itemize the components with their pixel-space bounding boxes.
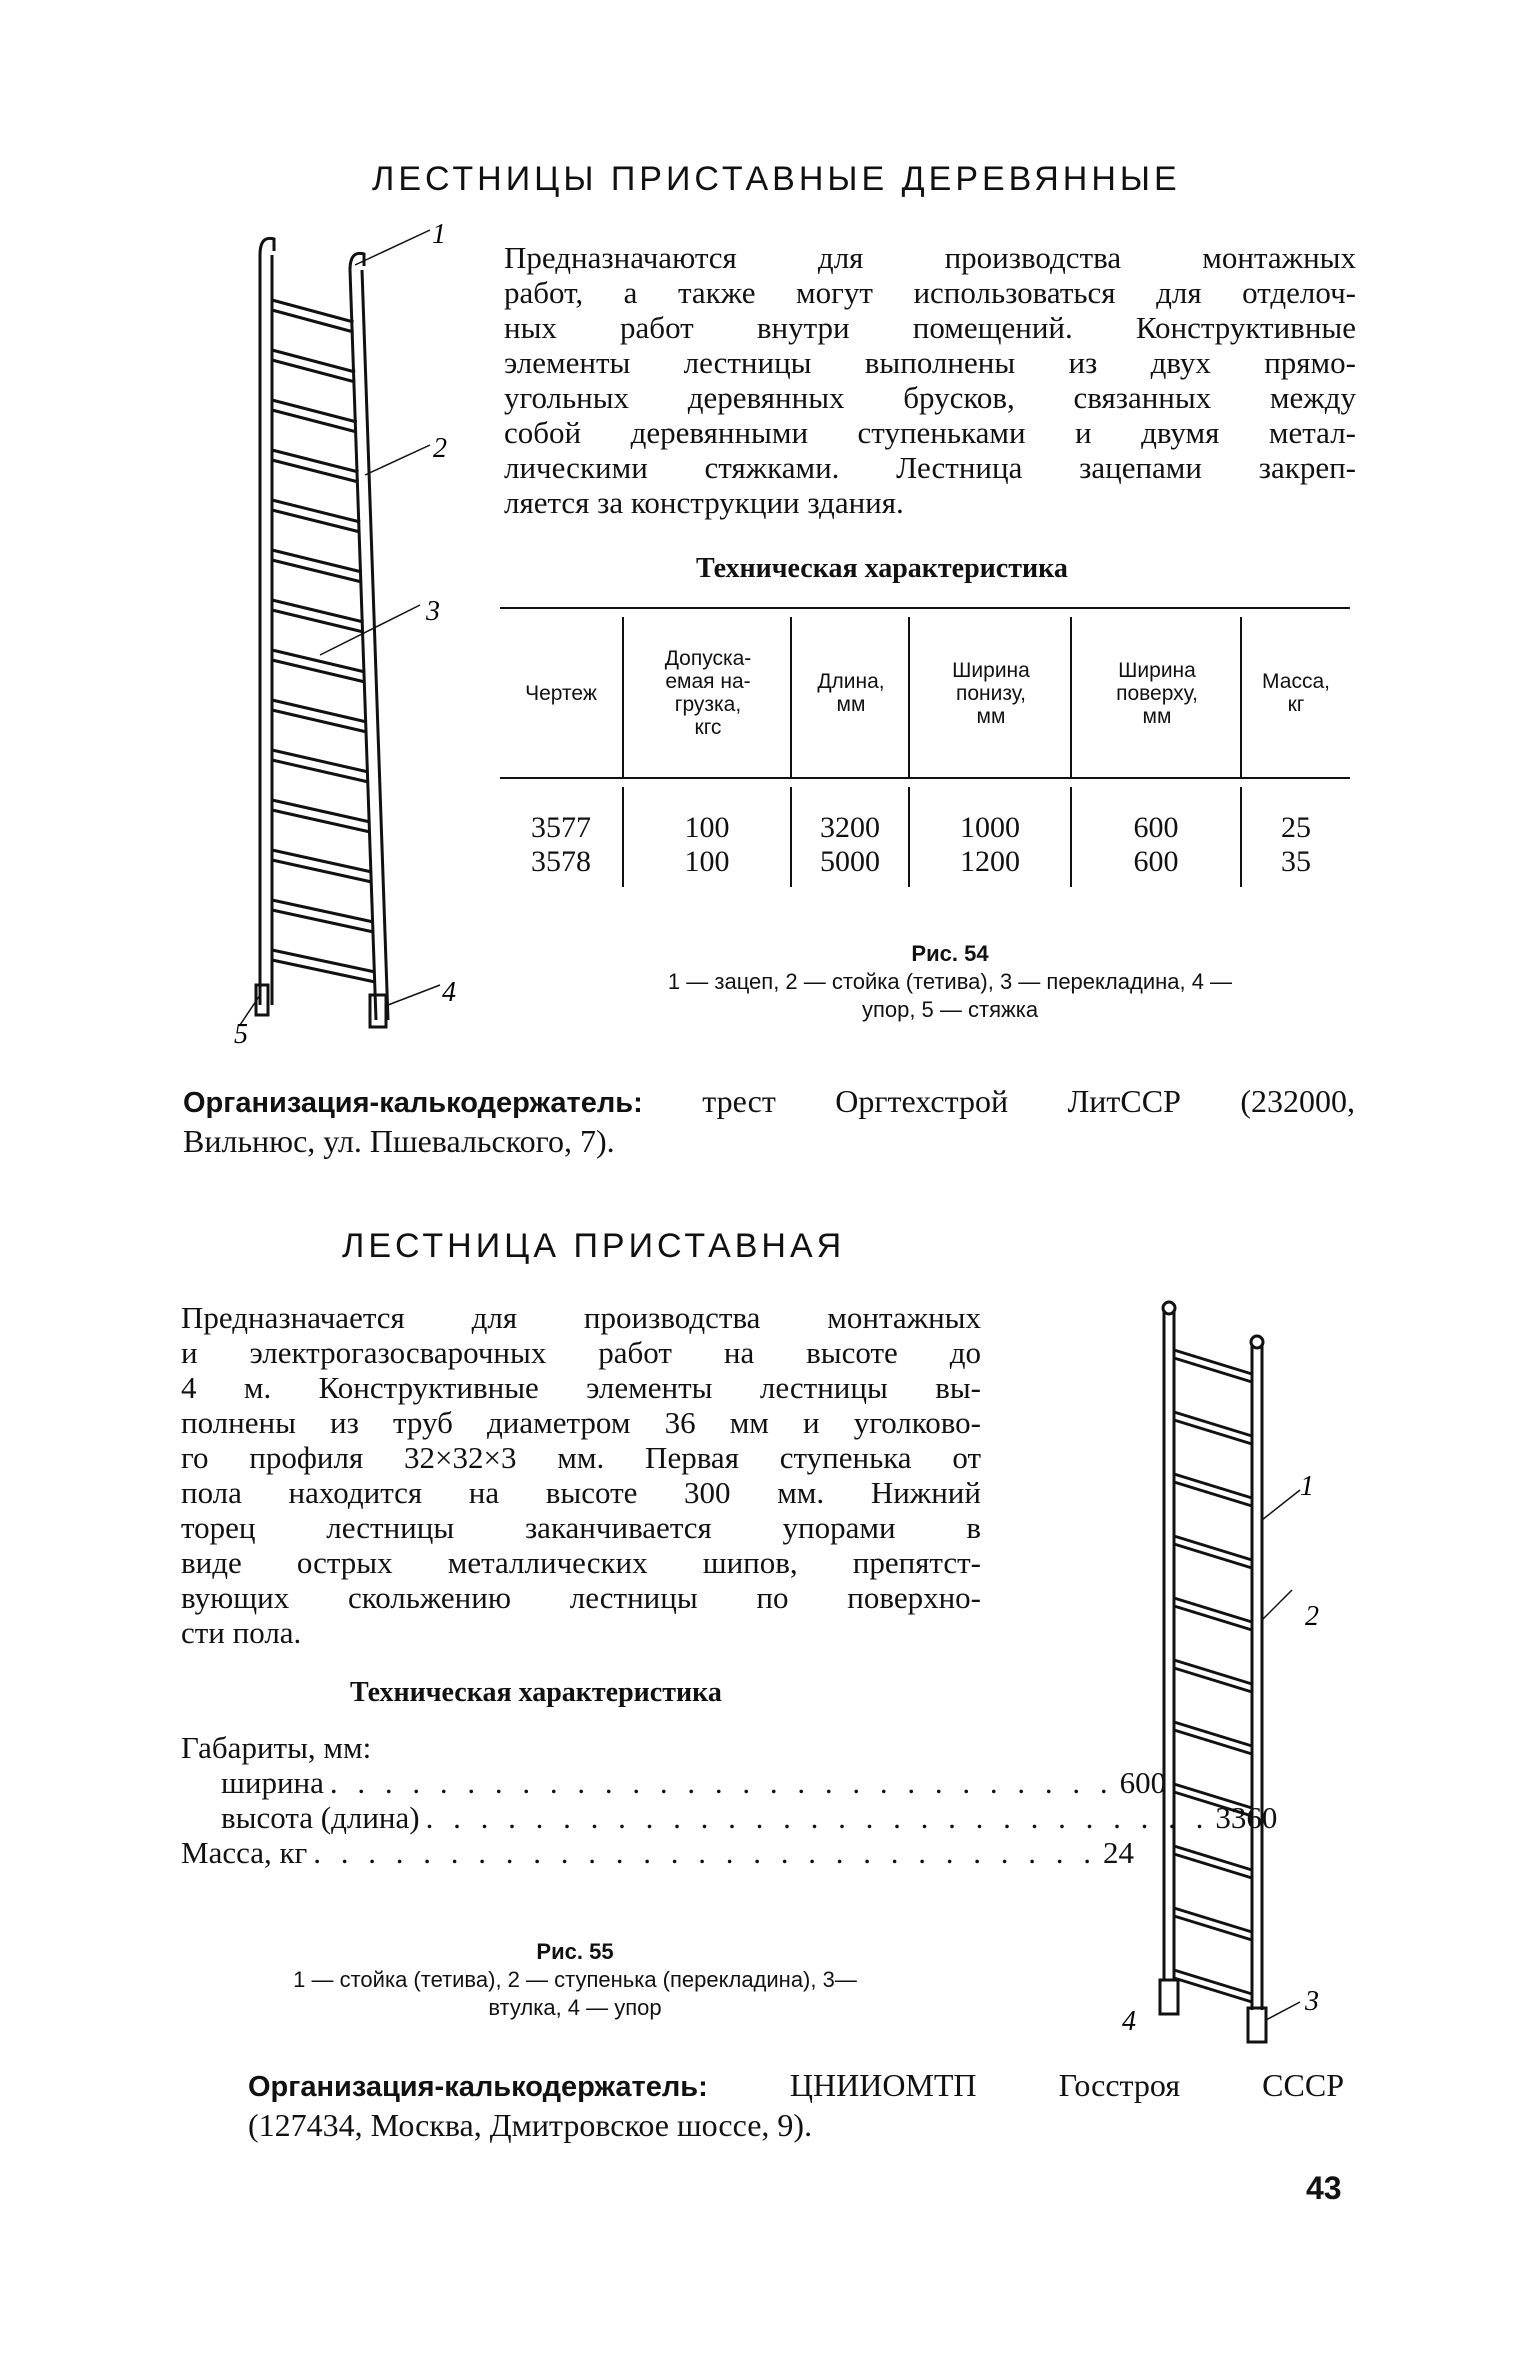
table-header-cell: Масса, кг (1262, 670, 1330, 716)
caption-line: упор, 5 — стяжка (861, 997, 1039, 1022)
spec-value: 600 (1119, 1765, 1167, 1800)
ladder-cap (1163, 1302, 1175, 1314)
section2-description (181, 1300, 981, 1650)
section1-title: ЛЕСТНИЦЫ ПРИСТАВНЫЕ ДЕРЕВЯННЫЕ (372, 160, 1181, 198)
figure-label: 1 (1300, 1471, 1314, 1502)
table-cell (1242, 805, 1350, 885)
section2-spec-title: Техническая характеристика (350, 1677, 722, 1708)
ladder-rung (1174, 1970, 1252, 2002)
ladder-rung (1174, 1660, 1252, 1692)
table-divider (908, 617, 910, 777)
ladder-hook (260, 238, 274, 255)
cell-value: 3578 (531, 845, 591, 878)
ladder-stop (1160, 1980, 1178, 2014)
ladder-rung (1174, 1536, 1252, 1568)
para-line: пола находится на высоте 300 мм. Нижний (181, 1475, 981, 1510)
table-cell (910, 805, 1070, 885)
table-cell (1072, 805, 1240, 885)
para-line: го профиля 32×32×3 мм. Первая ступенька от (181, 1440, 981, 1475)
ladder-stile (260, 255, 272, 1005)
ladder-stile (1164, 1310, 1174, 1980)
ladder-rung (272, 500, 360, 532)
para-line: 4 м. Конструктивные элементы лестницы вы- (181, 1370, 981, 1405)
cell-value: 35 (1281, 845, 1311, 878)
section1-organization (183, 1082, 1355, 1160)
cell-value: 5000 (820, 845, 880, 878)
cell-value: 3200 (820, 811, 880, 844)
spec-row (181, 1765, 1167, 1800)
leader-line (365, 445, 430, 475)
page-number: 43 (1306, 2170, 1342, 2206)
table-header-cell: Чертеж (525, 681, 597, 705)
figure-label: 4 (1122, 2006, 1136, 2037)
ladder-rung (1174, 1722, 1252, 1754)
ladder-stile (1252, 1345, 1262, 2010)
table-divider (790, 617, 792, 777)
cell-value: 25 (1281, 811, 1311, 844)
ladder-rung (272, 550, 362, 582)
ladder-rung (272, 350, 355, 382)
ladder-rung (1174, 1350, 1252, 1382)
ladder-rung (272, 750, 369, 782)
para-line: Предназначаются для производства монтажных (504, 240, 1356, 275)
figure-label: 3 (426, 596, 440, 627)
para-line: элементы лестницы выполнены из двух прямо- (504, 345, 1356, 380)
para-line: сти пола. (181, 1615, 302, 1650)
wooden-ladder-figure (230, 219, 490, 1050)
section2-spec-list (181, 1730, 1278, 1870)
spec-heading: Габариты, мм: (181, 1730, 372, 1765)
org-text: (127434, Москва, Дмитровское шоссе, 9). (248, 2107, 813, 2143)
figure54-caption (540, 940, 1360, 1024)
spec-value: 3360 (1215, 1800, 1278, 1835)
figure55-caption (160, 1938, 990, 2022)
para-line: вующих скольжению лестницы по поверхно- (181, 1580, 981, 1615)
ladder-rung (272, 700, 367, 732)
spec-label: Масса, кг (181, 1835, 308, 1870)
leader-dots: . . . . . . . . . . . . . . . . . . . . . . . . . . . . . (329, 1765, 1114, 1800)
org-text: Вильнюс, ул. Пшевальского, 7). (183, 1123, 615, 1159)
section2-organization (248, 2066, 1344, 2144)
para-line: Предназначается для производства монтажных (181, 1300, 981, 1335)
ladder-rung (272, 850, 372, 882)
para-line: ляется за конструкции здания. (504, 485, 904, 520)
para-line: и электрогазосварочных работ на высоте до (181, 1335, 981, 1370)
ladder-rung (272, 900, 374, 932)
org-label: Организация-калькодержатель: (183, 1087, 643, 1119)
ladder-rung (1174, 1846, 1252, 1878)
ladder-cap (1251, 1336, 1263, 1348)
spec-label: ширина (221, 1765, 324, 1800)
table-cell (500, 805, 622, 885)
leader-line (388, 985, 440, 1005)
figure-label: 1 (432, 219, 446, 250)
cell-value: 100 (684, 811, 730, 844)
cell-value: 1000 (960, 811, 1020, 844)
cell-value: 600 (1133, 845, 1179, 878)
para-line: полнены из труб диаметром 36 мм и уголково- (181, 1405, 981, 1440)
org-text: ЦНИИОМТП Госстроя СССР (789, 2067, 1345, 2103)
section2-title: ЛЕСТНИЦА ПРИСТАВНАЯ (342, 1227, 846, 1265)
spec-value: 24 (1103, 1835, 1135, 1870)
table-header-cell: Ширина поверху, мм (1116, 658, 1198, 728)
caption-line: 1 — стойка (тетива), 2 — ступенька (перекладина), 3— (293, 1967, 857, 1992)
caption-line: втулка, 4 — упор (488, 1995, 662, 2020)
table-header-cell: Допуска- емая на- грузка, кгс (664, 647, 752, 739)
ladder-rung (272, 650, 365, 682)
para-line: торец лестницы заканчивается упорами в (181, 1510, 981, 1545)
table-divider (1240, 617, 1242, 777)
cell-value: 3577 (531, 811, 591, 844)
ladder-rung (1174, 1784, 1252, 1816)
ladder-rung (272, 300, 354, 332)
table-cell (792, 805, 908, 885)
ladder-tie (256, 985, 268, 1015)
para-line: работ, а также могут использоваться для отделоч- (504, 275, 1356, 310)
spec-row (181, 1835, 1135, 1870)
leader-line (1262, 1590, 1292, 1620)
figure-label: 2 (433, 433, 447, 464)
ladder-rung (1174, 1474, 1252, 1506)
org-label: Организация-калькодержатель: (248, 2071, 708, 2103)
para-line: лическими стяжками. Лестница зацепами закреп- (504, 450, 1356, 485)
leader-line (320, 605, 420, 655)
ladder-rung (1174, 1412, 1252, 1444)
figure-label: 5 (234, 1019, 248, 1050)
figure55-title: Рис. 55 (536, 1939, 614, 1964)
metal-ladder-figure (1100, 1290, 1360, 2050)
ladder-rung (272, 450, 359, 482)
table-header-cell: Ширина понизу, мм (952, 658, 1030, 728)
leader-line (1262, 1490, 1300, 1520)
ladder-rung (272, 800, 370, 832)
section1-table-title: Техническая характеристика (696, 553, 1068, 584)
leader-line (1266, 2002, 1300, 2020)
table-header-row (500, 609, 1350, 779)
table-divider (622, 617, 624, 777)
org-text: трест Оргтехстрой ЛитССР (232000, (702, 1083, 1356, 1119)
figure-label: 3 (1305, 1986, 1319, 2017)
spec-row (181, 1800, 1278, 1835)
leader-dots: . . . . . . . . . . . . . . . . . . . . . . . . . . . . . (313, 1835, 1098, 1870)
ladder-rung (1174, 1908, 1252, 1940)
tech-spec-table (500, 607, 1350, 899)
para-line: ных работ внутри помещений. Конструктивные (504, 310, 1356, 345)
caption-line: 1 — зацеп, 2 — стойка (тетива), 3 — перекладина, 4 — (667, 969, 1233, 994)
para-line: угольных деревянных брусков, связанных между (504, 380, 1356, 415)
cell-value: 1200 (960, 845, 1020, 878)
figure54-title: Рис. 54 (911, 941, 989, 966)
spec-label: высота (длина) (221, 1800, 420, 1835)
ladder-rung (272, 950, 375, 982)
table-cell (624, 805, 790, 885)
ladder-bushing (1248, 2008, 1266, 2042)
cell-value: 600 (1133, 811, 1179, 844)
figure-label: 4 (442, 977, 456, 1008)
ladder-rung (272, 600, 364, 632)
ladder-rung (272, 400, 357, 432)
para-line: виде острых металлических шипов, препятст- (181, 1545, 981, 1580)
ladder-stile (350, 270, 388, 1020)
section1-description (504, 240, 1356, 520)
figure-label: 2 (1305, 1601, 1319, 1632)
cell-value: 100 (684, 845, 730, 878)
para-line: собой деревянными ступеньками и двумя метал- (504, 415, 1356, 450)
leader-line (355, 230, 430, 265)
ladder-rung (1174, 1598, 1252, 1630)
ladder-stop (370, 995, 386, 1027)
table-header-cell: Длина, мм (817, 670, 885, 716)
leader-dots: . . . . . . . . . . . . . . . . . . . . . . . . . . . . . (425, 1800, 1210, 1835)
table-divider (1070, 617, 1072, 777)
